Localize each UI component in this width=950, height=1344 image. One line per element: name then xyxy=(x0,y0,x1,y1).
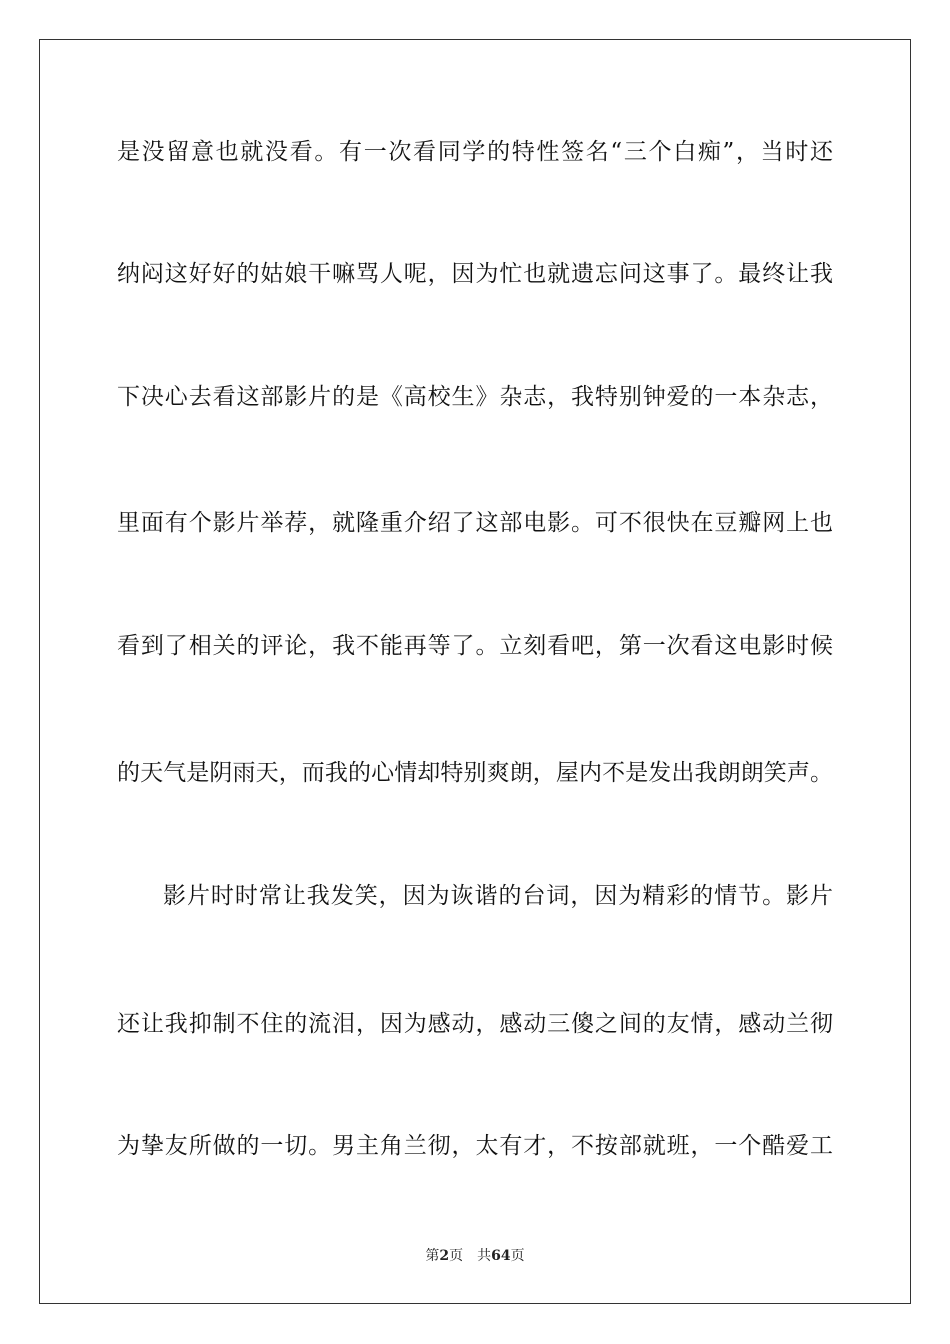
body-line-9: 为挚友所做的一切。男主角兰彻，太有才，不按部就班，一个酷爱工 xyxy=(117,1133,833,1159)
body-line-8: 还让我抑制不住的流泪，因为感动，感动三傻之间的友情，感动兰彻 xyxy=(117,1011,833,1037)
page-suffix: 页 xyxy=(449,1248,464,1264)
body-line-2: 纳闷这好好的姑娘干嘛骂人呢，因为忙也就遗忘问这事了。最终让我 xyxy=(117,261,833,287)
body-line-4: 里面有个影片举荐，就隆重介绍了这部电影。可不很快在豆瓣网上也 xyxy=(117,510,833,536)
body-line-7-paragraph-start: 影片时时常让我发笑，因为诙谐的台词，因为精彩的情节。影片 xyxy=(163,883,833,909)
total-pages: 64 xyxy=(491,1248,511,1264)
body-line-5: 看到了相关的评论，我不能再等了。立刻看吧，第一次看这电影时候 xyxy=(117,633,833,659)
body-line-6: 的天气是阴雨天，而我的心情却特别爽朗，屋内不是发出我朗朗笑声。 xyxy=(117,760,833,786)
page-frame xyxy=(39,39,911,1304)
page-number: 2 xyxy=(439,1248,450,1264)
body-line-3: 下决心去看这部影片的是《高校生》杂志，我特别钟爱的一本杂志， xyxy=(117,384,833,410)
page-footer xyxy=(0,1246,950,1266)
page-prefix: 第 xyxy=(425,1248,440,1264)
body-line-1: 是没留意也就没看。有一次看同学的特性签名“三个白痴”，当时还 xyxy=(117,139,833,165)
total-suffix: 页 xyxy=(510,1248,525,1264)
total-prefix: 共 xyxy=(477,1248,492,1264)
